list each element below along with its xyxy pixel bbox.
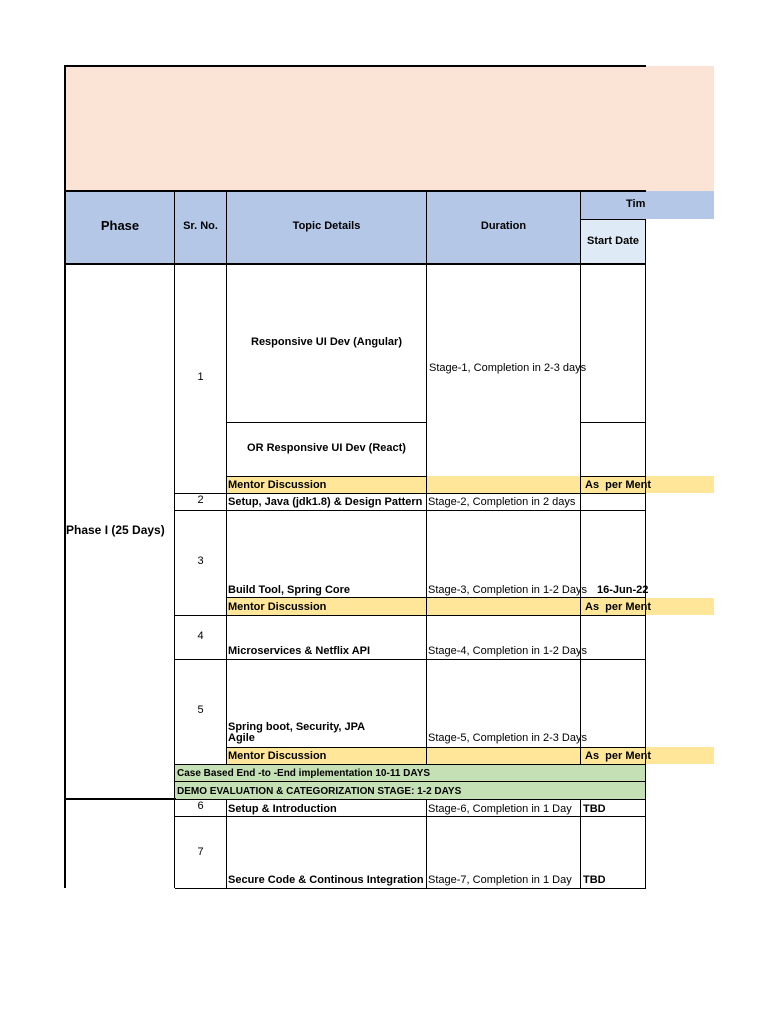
- header-topic-details: Topic Details: [292, 220, 361, 232]
- header-phase: Phase: [100, 218, 140, 233]
- row-4-sr: 4: [197, 630, 204, 642]
- mentor-row-2-partial: As per Ment: [585, 601, 652, 613]
- title-band: [65, 66, 714, 191]
- header-timeline: Tim: [626, 198, 646, 210]
- row-2-topic: Setup, Java (jdk1.8) & Design Pattern: [228, 496, 423, 508]
- row-7-topic: Secure Code & Continous Integration: [228, 874, 424, 886]
- row-6-duration: Stage-6, Completion in 1 Day: [428, 803, 572, 815]
- row-1-topic-angular: Responsive UI Dev (Angular): [251, 336, 402, 348]
- header-sr-no: Sr. No.: [183, 220, 218, 232]
- mentor-row-3-partial: As per Ment: [585, 750, 652, 762]
- row-4-topic: Microservices & Netflix API: [228, 645, 371, 657]
- row-6-topic: Setup & Introduction: [228, 803, 337, 815]
- row-5-sr: 5: [197, 704, 204, 716]
- row-1-sr: 1: [197, 371, 204, 383]
- row-5-topic-line-1: Spring boot, Security, JPA: [228, 721, 366, 733]
- mentor-row-1-partial: As per Ment: [585, 479, 652, 491]
- row-4-duration: Stage-4, Completion in 1-2 Days: [428, 645, 587, 657]
- case-based-text: Case Based End -to -End implementation 10-11 DAYS: [177, 768, 431, 779]
- header-start-date: Start Date: [587, 235, 639, 247]
- row-1-duration: Stage-1, Completion in 2-3 days: [429, 362, 587, 374]
- row-3-duration: Stage-3, Completion in 1-2 Days: [428, 584, 587, 596]
- phase-1-label: Phase I (25 Days): [66, 523, 165, 537]
- row-7-start-date: TBD: [583, 874, 606, 886]
- row-3-start-date: 16-Jun-22: [597, 584, 649, 596]
- row-5-topic-line-2: Agile: [228, 732, 255, 744]
- row-7-duration: Stage-7, Completion in 1 Day: [428, 874, 572, 886]
- mentor-row-1-label: Mentor Discussion: [228, 479, 327, 491]
- mentor-row-3-label: Mentor Discussion: [228, 750, 327, 762]
- row-6-sr: 6: [197, 800, 204, 812]
- row-7-sr: 7: [197, 846, 204, 858]
- row-5-duration: Stage-5, Completion in 2-3 Days: [428, 732, 587, 744]
- demo-evaluation-text: DEMO EVALUATION & CATEGORIZATION STAGE: 1-2 DAYS: [177, 786, 462, 797]
- timeline-header-cell-right: [646, 219, 714, 264]
- mentor-row-2-label: Mentor Discussion: [228, 601, 327, 613]
- row-2-sr: 2: [197, 494, 204, 506]
- row-3-sr: 3: [197, 555, 204, 567]
- row-2-duration: Stage-2, Completion in 2 days: [428, 496, 576, 508]
- row-1-topic-react: OR Responsive UI Dev (React): [247, 442, 406, 454]
- row-6-start-date: TBD: [583, 803, 606, 815]
- row-3-topic: Build Tool, Spring Core: [228, 584, 351, 596]
- header-duration: Duration: [480, 220, 527, 232]
